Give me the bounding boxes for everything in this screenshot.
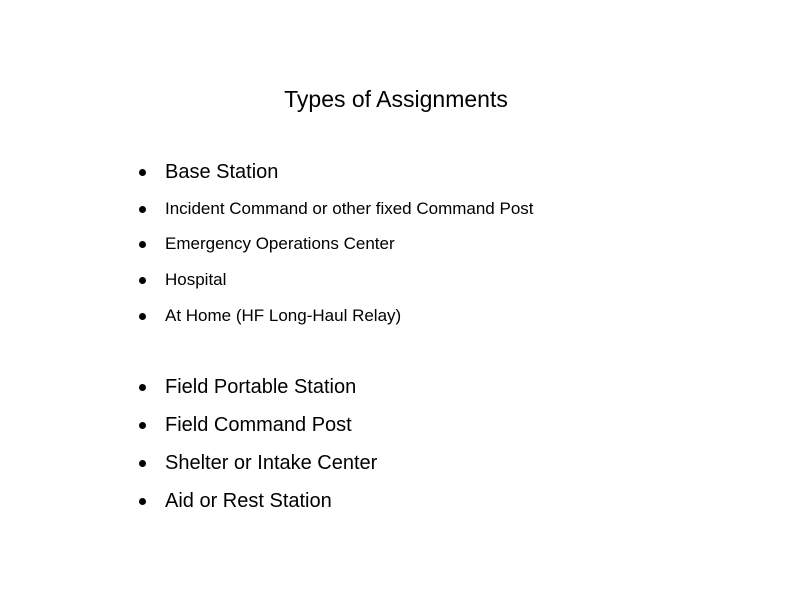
list-item-label: Field Portable Station — [165, 376, 357, 398]
list-item-label: Base Station — [165, 161, 279, 183]
bullet-icon — [139, 384, 146, 391]
list-item-label: Field Command Post — [165, 414, 352, 436]
list-item-label: Shelter or Intake Center — [165, 452, 378, 474]
bullet-icon — [139, 498, 146, 505]
bullet-icon — [139, 241, 146, 248]
list-item-label: Aid or Rest Station — [165, 490, 332, 512]
bullet-icon — [139, 313, 146, 320]
bullet-icon — [139, 169, 146, 176]
bullet-icon — [139, 206, 146, 213]
list-item-label: At Home (HF Long-Haul Relay) — [165, 306, 402, 325]
bullet-icon — [139, 460, 146, 467]
list-item-label: Hospital — [165, 270, 227, 289]
list-item-label: Incident Command or other fixed Command Post — [165, 199, 534, 218]
bullet-icon — [139, 422, 146, 429]
list-item-label: Emergency Operations Center — [165, 234, 395, 253]
bullet-icon — [139, 277, 146, 284]
slide-title: Types of Assignments — [284, 86, 508, 112]
